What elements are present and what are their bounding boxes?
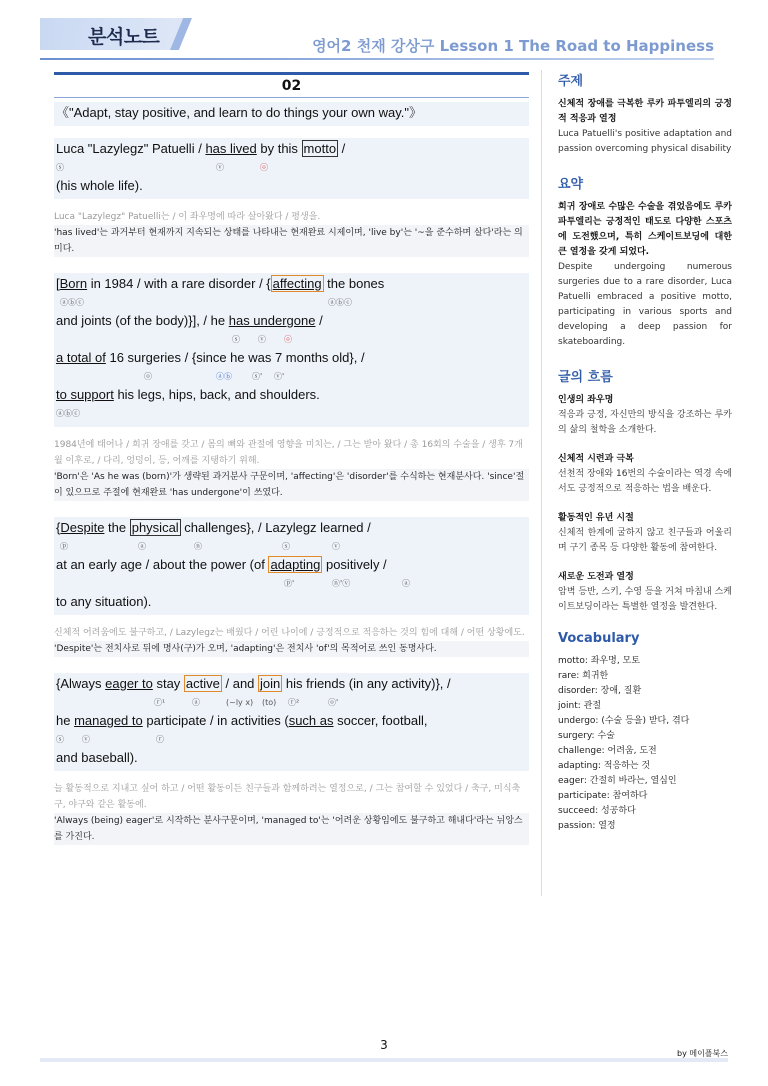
flow-item bbox=[558, 511, 732, 556]
summary-english: Despite undergoing numerous surgeries due to a rare disorder, Luca Patuelli embraced a positive motto, participating in various sports and developing a deep passion for skateboarding. bbox=[558, 262, 732, 347]
main-content bbox=[54, 68, 529, 845]
clause-mark: ⓐⓑ bbox=[216, 372, 232, 381]
subject-mark: ⓢ bbox=[56, 163, 64, 172]
subject-mark: ⓢ bbox=[232, 335, 240, 344]
vocab-item: eager: 간절히 바라는, 열심인 bbox=[558, 776, 677, 786]
text-segment: { bbox=[56, 520, 61, 535]
quote-block bbox=[54, 102, 529, 126]
sentence-1 bbox=[54, 138, 529, 199]
object-mark: ⓞ bbox=[144, 372, 152, 381]
vocab-item: motto: 좌우명, 모토 bbox=[558, 656, 640, 666]
explanation-3: 'Despite'는 전치사로 뒤에 명사(구)가 오며, 'adapting'은 전치사 'of'의 목적어로 쓰인 동명사다. bbox=[54, 644, 437, 654]
object-mark: ⓞ bbox=[260, 163, 268, 172]
phrase-a-total-of: a total of bbox=[56, 350, 106, 365]
text-segment: soccer, football, bbox=[333, 713, 428, 728]
sentence-1-line-1 bbox=[56, 140, 527, 158]
vocab-item: adapting: 적응하는 것 bbox=[558, 761, 651, 771]
sentence-4-line-1 bbox=[56, 675, 527, 693]
subject-mark: ⓢ bbox=[56, 735, 64, 744]
verb-mark: ⓥ bbox=[258, 335, 266, 344]
flow-item bbox=[558, 570, 732, 615]
summary-heading: 요약 bbox=[558, 177, 584, 192]
sentence-2-line-1 bbox=[56, 275, 527, 293]
translation-2: 1984년에 태어나 / 희귀 장애를 갖고 / 몸의 뼈와 관절에 영향을 미치는, / 그는 받아 왔다 / 총 16회의 수술을 / 생후 7개월 이후로, / 다리, 엉덩이, 등, 어깨를 지탱하기 위해. bbox=[54, 440, 523, 466]
text-segment: positively / bbox=[322, 557, 387, 572]
phrase-eager-to: eager to bbox=[105, 676, 153, 691]
sentence-4 bbox=[54, 673, 529, 771]
grammar-marks bbox=[56, 293, 527, 312]
vocab-item: surgery: 수술 bbox=[558, 731, 615, 741]
keyword-affecting: affecting bbox=[272, 276, 322, 291]
summary-korean: 희귀 장애로 수많은 수술을 겪었음에도 루카 파투엘리는 긍정적인 태도로 다양한 스포츠에 도전했으며, 특히 스케이트보딩에 대한 큰 열정을 갖게 되었다. bbox=[558, 202, 732, 257]
keyword-adapting: adapting bbox=[270, 557, 321, 572]
phrase-such-as: such as bbox=[288, 713, 334, 728]
vocabulary-heading: Vocabulary bbox=[558, 631, 640, 646]
vocab-item: passion: 열정 bbox=[558, 821, 616, 831]
grammar-marks bbox=[56, 537, 527, 556]
infinitive-phrase: to support bbox=[56, 387, 114, 402]
text-segment: [ bbox=[56, 276, 60, 291]
infinitive-mark: ⓐⓑⓒ bbox=[56, 409, 80, 418]
text-segment: / bbox=[315, 313, 323, 328]
verb-mark: ⓥ bbox=[216, 163, 224, 172]
translation-3: 신체적 어려움에도 불구하고, / Lazylegz는 배웠다 / 어린 나이에 / 긍정적으로 적응하는 것의 힘에 대해 / 어떤 상황에도. bbox=[54, 628, 525, 638]
sentence-2-line-4 bbox=[56, 386, 527, 404]
theme-korean: 신체적 장애를 극복한 루카 파투엘리의 긍정적 적응과 열정 bbox=[558, 99, 732, 124]
ref-mark: ⓡ bbox=[156, 735, 164, 744]
flow-item bbox=[558, 393, 732, 438]
header-divider bbox=[40, 58, 714, 60]
vocabulary-section bbox=[558, 631, 732, 834]
clause-mark: ⓐⓑⓒ bbox=[60, 298, 84, 307]
sentence-3-line-1 bbox=[56, 519, 527, 537]
text-segment: / bbox=[338, 141, 346, 156]
grammar-marks bbox=[56, 730, 527, 749]
vocab-item: undergo: (수술 등을) 받다, 겪다 bbox=[558, 716, 690, 726]
page-number: 3 bbox=[380, 1038, 388, 1052]
flow-item-title: 새로운 도전과 열정 bbox=[558, 572, 634, 582]
text-segment: and joints (of the body)}], / he bbox=[56, 313, 229, 328]
vocab-item: disorder: 장애, 질환 bbox=[558, 686, 642, 696]
grammar-marks bbox=[56, 693, 527, 712]
publisher-credit: by 메이플북스 bbox=[677, 1049, 728, 1058]
translation-4: 늘 활동적으로 지내고 싶어 하고 / 어떤 활동이든 친구들과 함께하려는 열정으로, / 그는 참여할 수 있었다 / 축구, 미식축구, 야구와 같은 활동에. bbox=[54, 784, 521, 810]
keyword-physical: physical bbox=[131, 520, 179, 535]
vocab-item: participate: 참여하다 bbox=[558, 791, 648, 801]
explanation-1: 'has lived'는 과거부터 현재까지 지속되는 상태를 나타내는 현재완료 시제이며, 'live by'는 '~을 준수하며 살다'라는 의미다. bbox=[54, 228, 523, 254]
vocab-item: joint: 관절 bbox=[558, 701, 602, 711]
verb-phrase: has lived bbox=[205, 141, 257, 156]
flow-item-text: 적응과 긍정, 자신만의 방식을 강조하는 루카의 삶의 철학을 소개한다. bbox=[558, 410, 732, 435]
vocab-item: rare: 희귀한 bbox=[558, 671, 609, 681]
vocab-item: challenge: 어려움, 도전 bbox=[558, 746, 657, 756]
flow-heading: 글의 흐름 bbox=[558, 370, 613, 385]
adjective-mark: ⓐ bbox=[192, 698, 200, 707]
verb-mark: ⓥ bbox=[332, 542, 340, 551]
translation-1: Luca "Lazylegz" Patuelli는 / 이 좌우명에 따라 살아왔다 / 평생을. bbox=[54, 212, 321, 222]
sentence-3-line-2 bbox=[56, 556, 527, 574]
quote-line: 《"Adapt, stay positive, and learn to do things your own way."》 bbox=[56, 105, 422, 120]
participle-born: Born bbox=[59, 276, 88, 291]
text-segment: in 1984 / with a rare disorder / { bbox=[87, 276, 271, 291]
header-title: 영어2 천재 강상구 Lesson 1 The Road to Happiness bbox=[312, 37, 714, 55]
text-segment: challenges}, / Lazylegz learned / bbox=[180, 520, 371, 535]
sentence-1-line-2: (his whole life). bbox=[56, 178, 143, 193]
footer-divider bbox=[40, 1058, 728, 1062]
explanation-2: 'Born'은 'As he was (born)'가 생략된 과거분사 구문이며, 'affecting'은 'disorder'를 수식하는 현재분사다. 'since'절이 있으므로 주절에 현재완료 'has undergone'이 쓰였다. bbox=[54, 472, 525, 498]
verb-mark: ⓥ' bbox=[274, 372, 285, 381]
note-mark: (~ly x) bbox=[226, 698, 254, 707]
ref-mark: ⓡ² bbox=[288, 698, 300, 707]
clause-mark: ⓐⓑⓒ bbox=[328, 298, 352, 307]
keyword-box: motto bbox=[303, 141, 337, 156]
noun-mark: ⓝ bbox=[194, 542, 202, 551]
grammar-marks bbox=[56, 158, 527, 177]
object-mark: ⓞ bbox=[284, 335, 292, 344]
sentence-2 bbox=[54, 273, 529, 427]
text-segment: Luca "Lazylegz" Patuelli / bbox=[56, 141, 206, 156]
article-mark: ⓐ bbox=[138, 542, 146, 551]
explanation-4: 'Always (being) eager'로 시작하는 분사구문이며, 'managed to'는 '어려운 상황임에도 불구하고 해내다'라는 뉘앙스를 가진다. bbox=[54, 816, 523, 842]
text-segment: his friends (in any activity)}, / bbox=[282, 676, 451, 691]
text-segment: the bbox=[104, 520, 130, 535]
text-segment: {Always bbox=[56, 676, 106, 691]
verb-mark: ⓥ bbox=[82, 735, 90, 744]
flow-item-title: 인생의 좌우명 bbox=[558, 395, 614, 405]
flow-item bbox=[558, 452, 732, 497]
flow-item-text: 신체적 한계에 굴하지 않고 친구들과 어울리며 구기 종목 등 다양한 활동에 참여한다. bbox=[558, 528, 732, 553]
vocab-item: succeed: 성공하다 bbox=[558, 806, 636, 816]
ref-mark: ⓡ¹ bbox=[154, 698, 166, 707]
text-segment: participate / in activities ( bbox=[142, 713, 289, 728]
subject-mark: ⓢ' bbox=[252, 372, 263, 381]
sentence-3 bbox=[54, 517, 529, 615]
text-segment: he bbox=[56, 713, 75, 728]
theme-heading: 주제 bbox=[558, 74, 584, 89]
prep-mark: ⓟ bbox=[60, 542, 68, 551]
grammar-marks bbox=[56, 404, 527, 423]
flow-section bbox=[558, 366, 732, 615]
flow-item-text: 선천적 장애와 16번의 수술이라는 역경 속에서도 긍정적으로 적응하는 법을 배운다. bbox=[558, 469, 732, 494]
sentence-2-line-3 bbox=[56, 349, 527, 367]
keyword-join: join bbox=[260, 676, 281, 691]
flow-item-text: 암벽 등반, 스키, 수영 등을 거쳐 마침내 스케이트보딩이라는 특별한 열정을 발견한다. bbox=[558, 587, 732, 612]
keyword-active: active bbox=[185, 676, 220, 691]
summary-section bbox=[558, 173, 732, 350]
grammar-marks bbox=[56, 574, 527, 593]
sentence-4-line-3: and baseball). bbox=[56, 750, 138, 765]
grammar-marks bbox=[56, 330, 527, 349]
text-segment: his legs, hips, back, and shoulders. bbox=[113, 387, 320, 402]
adverb-mark: ⓐ bbox=[402, 579, 410, 588]
sentence-4-line-2 bbox=[56, 712, 527, 730]
note-mark: (to) bbox=[262, 698, 277, 707]
theme-section bbox=[558, 70, 732, 157]
theme-english: Luca Patuelli's positive adaptation and passion overcoming physical disability bbox=[558, 129, 732, 154]
verb-phrase: has undergone bbox=[228, 313, 316, 328]
sidebar bbox=[541, 70, 732, 896]
flow-item-title: 활동적인 유년 시절 bbox=[558, 513, 634, 523]
text-segment: / and bbox=[221, 676, 259, 691]
section-number: 02 bbox=[54, 72, 529, 98]
text-segment: the bones bbox=[323, 276, 385, 291]
gerund-mark: ⓝ'ⓥ bbox=[332, 579, 351, 588]
text-segment: stay bbox=[152, 676, 184, 691]
verb-phrase: managed to bbox=[74, 713, 143, 728]
object-mark: ⓞ' bbox=[328, 698, 339, 707]
text-segment: 16 surgeries / {since he was 7 months old}, / bbox=[105, 350, 365, 365]
note-label: 분석노트 bbox=[88, 26, 160, 48]
sentence-3-line-3: to any situation). bbox=[56, 594, 152, 609]
text-segment: by this bbox=[256, 141, 302, 156]
text-segment: at an early age / about the power (of bbox=[56, 557, 269, 572]
subject-mark: ⓢ bbox=[282, 542, 290, 551]
prep-mark: ⓟ' bbox=[284, 579, 295, 588]
preposition-despite: Despite bbox=[60, 520, 105, 535]
flow-item-title: 신체적 시련과 극복 bbox=[558, 454, 634, 464]
sentence-2-line-2 bbox=[56, 312, 527, 330]
grammar-marks bbox=[56, 367, 527, 386]
